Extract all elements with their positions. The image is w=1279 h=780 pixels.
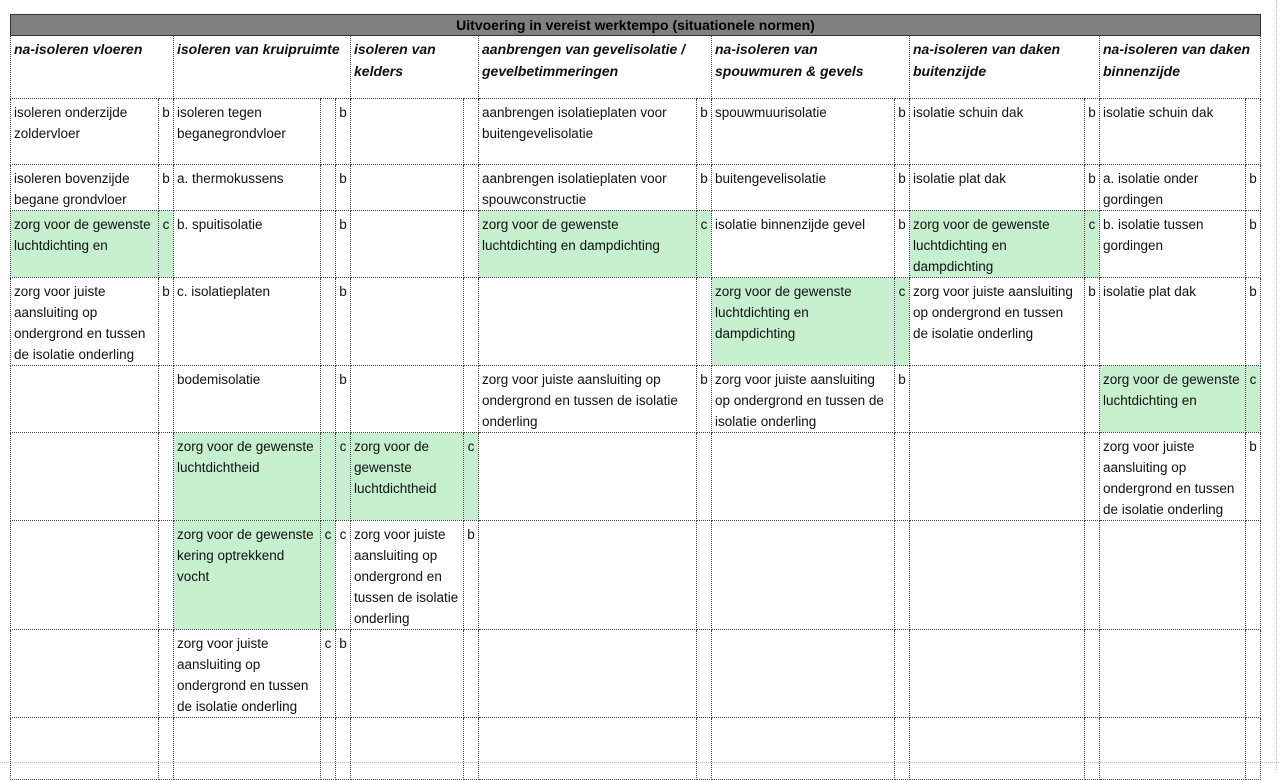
- table-row: [11, 366, 1261, 433]
- cell-mark[interactable]: [895, 630, 910, 718]
- cell-mark[interactable]: c: [1246, 366, 1261, 433]
- cell-mark[interactable]: b: [1085, 99, 1100, 165]
- sheet-bottom-rule: [0, 762, 1279, 763]
- cell-text[interactable]: zorg voor de gewenste luchtdichting en: [11, 211, 159, 278]
- cell-text[interactable]: zorg voor de gewenste luchtdichtheid: [174, 433, 321, 521]
- cell-text[interactable]: zorg voor juiste aansluiting op ondergrond en tussen de isolatie onderling: [1100, 433, 1246, 521]
- cell-text[interactable]: [1100, 521, 1246, 630]
- cell-mark[interactable]: [464, 278, 479, 366]
- table-row: [11, 433, 1261, 521]
- cell-mark[interactable]: b: [697, 165, 712, 211]
- cell-text[interactable]: [910, 718, 1085, 780]
- column-header[interactable]: na-isoleren van spouwmuren & gevels: [712, 36, 910, 99]
- cell-mark[interactable]: [321, 211, 336, 278]
- column-header[interactable]: isoleren van kelders: [351, 36, 479, 99]
- cell-text[interactable]: zorg voor juiste aansluiting op ondergrond en tussen de isolatie onderling: [479, 366, 697, 433]
- cell-text[interactable]: [1100, 630, 1246, 718]
- cell-mark-2[interactable]: b: [336, 165, 351, 211]
- cell-text[interactable]: [910, 521, 1085, 630]
- cell-text[interactable]: zorg voor juiste aansluiting op ondergrond en tussen de isolatie onderling: [174, 630, 321, 718]
- cell-text[interactable]: [174, 718, 321, 780]
- cell-text[interactable]: [11, 433, 159, 521]
- cell-text[interactable]: b. isolatie tussen gordingen: [1100, 211, 1246, 278]
- cell-mark[interactable]: [697, 521, 712, 630]
- cell-text[interactable]: [11, 630, 159, 718]
- cell-text[interactable]: spouwmuurisolatie: [712, 99, 895, 165]
- cell-mark[interactable]: [1246, 521, 1261, 630]
- table-row: [11, 630, 1261, 718]
- cell-text[interactable]: [712, 718, 895, 780]
- cell-text[interactable]: isolatie binnenzijde gevel: [712, 211, 895, 278]
- cell-text[interactable]: zorg voor juiste aansluiting op ondergrond en tussen de isolatie onderling: [910, 278, 1085, 366]
- cell-mark[interactable]: [1085, 433, 1100, 521]
- cell-text[interactable]: [351, 630, 464, 718]
- table-row: [11, 165, 1261, 211]
- cell-text[interactable]: zorg voor juiste aansluiting op ondergrond en tussen de isolatie onderling: [351, 521, 464, 630]
- cell-mark[interactable]: [159, 521, 174, 630]
- cell-mark[interactable]: b: [1085, 165, 1100, 211]
- cell-text[interactable]: [910, 433, 1085, 521]
- cell-mark[interactable]: b: [159, 165, 174, 211]
- cell-text[interactable]: [351, 366, 464, 433]
- cell-mark[interactable]: [464, 630, 479, 718]
- column-header[interactable]: na-isoleren van daken buitenzijde: [910, 36, 1100, 99]
- cell-mark[interactable]: b: [697, 366, 712, 433]
- cell-mark[interactable]: [697, 630, 712, 718]
- cell-text[interactable]: zorg voor de gewenste luchtdichting en dampdichting: [479, 211, 697, 278]
- column-header[interactable]: aanbrengen van gevelisolatie / gevelbetimmeringen: [479, 36, 712, 99]
- cell-text[interactable]: zorg voor de gewenste kering optrekkend vocht: [174, 521, 321, 630]
- sheet-edge-rule: [1276, 0, 1278, 770]
- cell-mark[interactable]: b: [697, 99, 712, 165]
- cell-mark[interactable]: c: [321, 521, 336, 630]
- cell-mark[interactable]: [159, 630, 174, 718]
- cell-text[interactable]: a. thermokussens: [174, 165, 321, 211]
- cell-text[interactable]: [479, 630, 697, 718]
- cell-mark[interactable]: b: [1246, 433, 1261, 521]
- cell-mark[interactable]: [159, 366, 174, 433]
- cell-mark[interactable]: b: [1246, 165, 1261, 211]
- cell-text[interactable]: [11, 521, 159, 630]
- table-row: [11, 99, 1261, 165]
- cell-text[interactable]: aanbrengen isolatieplaten voor spouwconstructie: [479, 165, 697, 211]
- cell-mark[interactable]: c: [464, 433, 479, 521]
- cell-mark[interactable]: [464, 165, 479, 211]
- cell-mark[interactable]: [1085, 521, 1100, 630]
- cell-text[interactable]: [910, 366, 1085, 433]
- cell-mark[interactable]: [464, 99, 479, 165]
- cell-mark[interactable]: [1085, 718, 1100, 780]
- cell-mark[interactable]: [464, 718, 479, 780]
- cell-mark[interactable]: c: [1085, 211, 1100, 278]
- cell-text[interactable]: [712, 521, 895, 630]
- cell-mark[interactable]: [464, 211, 479, 278]
- cell-text[interactable]: zorg voor de gewenste luchtdichting en: [1100, 366, 1246, 433]
- cell-mark[interactable]: [1246, 630, 1261, 718]
- cell-mark[interactable]: b: [159, 99, 174, 165]
- cell-mark-2[interactable]: c: [336, 433, 351, 521]
- cell-text[interactable]: isoleren bovenzijde begane grondvloer: [11, 165, 159, 211]
- cell-mark[interactable]: [321, 165, 336, 211]
- table-row: [11, 521, 1261, 630]
- cell-text[interactable]: bodemisolatie: [174, 366, 321, 433]
- cell-mark[interactable]: c: [159, 211, 174, 278]
- cell-text[interactable]: isolatie plat dak: [910, 165, 1085, 211]
- cell-text[interactable]: c. isolatieplaten: [174, 278, 321, 366]
- cell-mark[interactable]: [159, 718, 174, 780]
- cell-mark[interactable]: b: [895, 99, 910, 165]
- cell-text[interactable]: isoleren onderzijde zoldervloer: [11, 99, 159, 165]
- cell-mark-2[interactable]: [336, 718, 351, 780]
- cell-mark-2[interactable]: b: [336, 630, 351, 718]
- cell-mark[interactable]: c: [697, 211, 712, 278]
- cell-mark[interactable]: [1085, 630, 1100, 718]
- spreadsheet-grid: [10, 14, 1261, 780]
- cell-mark[interactable]: c: [895, 278, 910, 366]
- table-row: [11, 211, 1261, 278]
- cell-mark[interactable]: [321, 278, 336, 366]
- table-row: [11, 278, 1261, 366]
- cell-text[interactable]: isolatie schuin dak: [910, 99, 1085, 165]
- cell-mark[interactable]: [697, 718, 712, 780]
- cell-text[interactable]: isoleren tegen beganegrondvloer: [174, 99, 321, 165]
- cell-mark-2[interactable]: b: [336, 366, 351, 433]
- cell-text[interactable]: [479, 433, 697, 521]
- cell-mark[interactable]: [895, 521, 910, 630]
- cell-mark[interactable]: [895, 718, 910, 780]
- cell-text[interactable]: [351, 165, 464, 211]
- cell-text[interactable]: [479, 521, 697, 630]
- cell-mark[interactable]: b: [159, 278, 174, 366]
- cell-mark[interactable]: [1246, 99, 1261, 165]
- cell-mark-2[interactable]: b: [336, 278, 351, 366]
- cell-text[interactable]: [351, 211, 464, 278]
- cell-mark[interactable]: b: [895, 366, 910, 433]
- cell-mark[interactable]: b: [1085, 278, 1100, 366]
- cell-text[interactable]: [351, 99, 464, 165]
- cell-text[interactable]: zorg voor juiste aansluiting op ondergrond en tussen de isolatie onderling: [11, 278, 159, 366]
- cell-text[interactable]: zorg voor de gewenste luchtdichting en dampdichting: [712, 278, 895, 366]
- cell-mark[interactable]: [1085, 366, 1100, 433]
- cell-text[interactable]: [11, 366, 159, 433]
- cell-mark[interactable]: [697, 433, 712, 521]
- cell-text[interactable]: zorg voor juiste aansluiting op ondergrond en tussen de isolatie onderling: [712, 366, 895, 433]
- cell-text[interactable]: [351, 278, 464, 366]
- column-header[interactable]: na-isoleren van daken binnenzijde: [1100, 36, 1261, 99]
- cell-mark[interactable]: b: [1246, 278, 1261, 366]
- cell-text[interactable]: [351, 718, 464, 780]
- cell-mark[interactable]: b: [895, 211, 910, 278]
- cell-mark[interactable]: [321, 433, 336, 521]
- cell-text[interactable]: zorg voor de gewenste luchtdichtheid: [351, 433, 464, 521]
- cell-mark-2[interactable]: c: [336, 521, 351, 630]
- cell-mark-2[interactable]: b: [336, 99, 351, 165]
- cell-mark[interactable]: [697, 278, 712, 366]
- cell-text[interactable]: [712, 433, 895, 521]
- cell-text[interactable]: zorg voor de gewenste luchtdichting en dampdichting: [910, 211, 1085, 278]
- cell-mark[interactable]: [895, 433, 910, 521]
- table-title[interactable]: Uitvoering in vereist werktempo (situationele normen): [11, 15, 1261, 36]
- cell-text[interactable]: isolatie plat dak: [1100, 278, 1246, 366]
- cell-text[interactable]: [11, 718, 159, 780]
- cell-text[interactable]: [1100, 718, 1246, 780]
- cell-text[interactable]: aanbrengen isolatieplaten voor buitengevelisolatie: [479, 99, 697, 165]
- cell-text[interactable]: [910, 630, 1085, 718]
- cell-mark[interactable]: [1246, 718, 1261, 780]
- cell-mark[interactable]: [464, 366, 479, 433]
- cell-text[interactable]: b. spuitisolatie: [174, 211, 321, 278]
- cell-mark[interactable]: [159, 433, 174, 521]
- cell-text[interactable]: buitengevelisolatie: [712, 165, 895, 211]
- cell-mark[interactable]: [321, 99, 336, 165]
- table-row: [11, 718, 1261, 780]
- cell-mark[interactable]: [321, 366, 336, 433]
- column-header[interactable]: isoleren van kruipruimte: [174, 36, 351, 99]
- cell-text[interactable]: [479, 718, 697, 780]
- cell-mark[interactable]: b: [895, 165, 910, 211]
- column-header[interactable]: na-isoleren vloeren: [11, 36, 174, 99]
- cell-mark-2[interactable]: b: [336, 211, 351, 278]
- cell-mark[interactable]: c: [321, 630, 336, 718]
- cell-mark[interactable]: b: [464, 521, 479, 630]
- cell-text[interactable]: [712, 630, 895, 718]
- cell-text[interactable]: isolatie schuin dak: [1100, 99, 1246, 165]
- cell-text[interactable]: a. isolatie onder gordingen: [1100, 165, 1246, 211]
- cell-text[interactable]: [479, 278, 697, 366]
- cell-mark[interactable]: b: [1246, 211, 1261, 278]
- cell-mark[interactable]: [321, 718, 336, 780]
